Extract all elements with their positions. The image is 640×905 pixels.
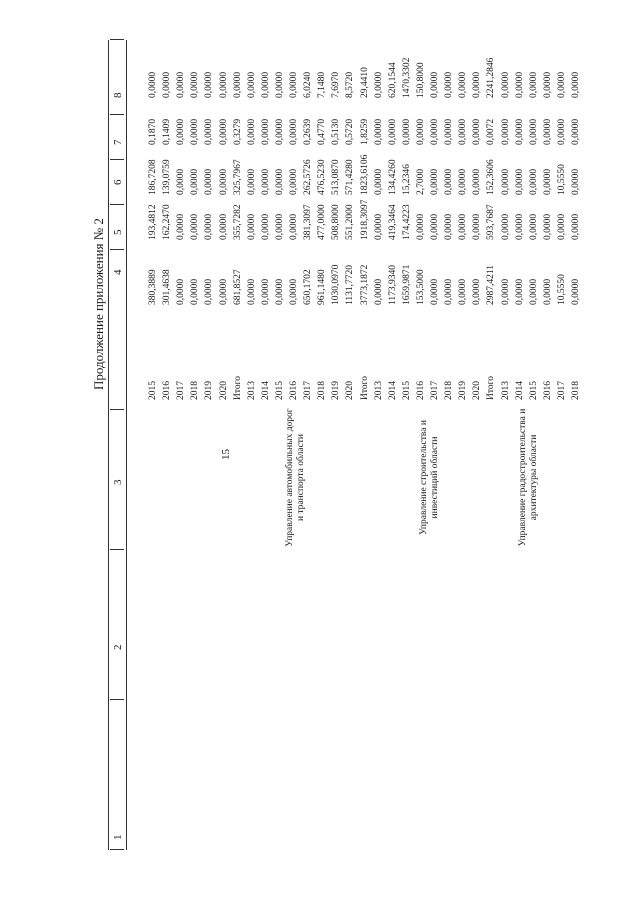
cell-col-4: 961,1480	[317, 269, 328, 305]
header-divider	[110, 549, 124, 550]
cell-col-6: 0,0000	[514, 168, 525, 195]
cell-col-7: 1,8259	[359, 118, 370, 145]
header-divider	[110, 114, 124, 115]
cell-col-6: 0,0000	[204, 168, 215, 195]
cell-col-5: 0,0000	[274, 213, 285, 240]
row-year: Итого	[232, 375, 243, 400]
cell-col-8: 0,0000	[373, 71, 384, 98]
cell-col-7: 0,0000	[542, 118, 553, 145]
row-year: 2020	[345, 381, 356, 400]
cell-col-6: 0,0000	[472, 168, 483, 195]
cell-col-7: 0,0000	[260, 118, 271, 145]
cell-col-8: 0,0000	[162, 71, 173, 98]
cell-col-4: 0,0000	[204, 278, 215, 305]
cell-col-8: 0,0000	[500, 71, 511, 98]
cell-col-6: 2,7000	[415, 168, 426, 195]
cell-col-7: 0,1409	[162, 118, 173, 145]
organization-name: Управление градостроительства и архитектуры области	[517, 408, 539, 547]
cell-col-5: 0,0000	[260, 213, 271, 240]
cell-col-6: 152,3606	[486, 159, 497, 195]
cell-col-7: 0,0000	[472, 118, 483, 145]
cell-col-8: 2241,2846	[486, 57, 497, 98]
cell-col-6: 0,0000	[246, 168, 257, 195]
cell-col-5: 381,3097	[303, 204, 314, 240]
cell-col-4: 0,0000	[260, 278, 271, 305]
cell-col-6: 0,0000	[274, 168, 285, 195]
cell-col-8: 7,1480	[317, 71, 328, 98]
cell-col-4: 0,0000	[373, 278, 384, 305]
cell-col-5: 162,2470	[162, 204, 173, 240]
cell-col-4: 3773,1872	[359, 264, 370, 305]
cell-col-6: 262,5726	[303, 159, 314, 195]
cell-col-5: 0,0000	[415, 213, 426, 240]
cell-col-4: 0,0000	[430, 278, 440, 305]
row-year: 2020	[472, 381, 483, 400]
cell-col-7: 0,0000	[176, 118, 187, 145]
row-year: 2015	[528, 381, 539, 400]
row-year: 2019	[204, 381, 215, 400]
row-year: 2018	[444, 381, 455, 400]
header-divider	[110, 849, 124, 850]
header-divider	[110, 699, 124, 700]
row-year: 2014	[514, 381, 525, 400]
cell-col-8: 8,5720	[345, 71, 356, 98]
cell-col-7: 0,0000	[571, 118, 581, 145]
cell-col-6: 0,0000	[430, 168, 440, 195]
cell-col-5: 593,7687	[486, 204, 497, 240]
cell-col-7: 0,0000	[514, 118, 525, 145]
cell-col-8: 0,0000	[204, 71, 215, 98]
cell-col-5: 174,4223	[401, 204, 412, 240]
cell-col-8: 0,0000	[472, 71, 483, 98]
cell-col-6: 0,0000	[289, 168, 299, 195]
row-year: 2016	[162, 381, 173, 400]
column-header-4: 4	[112, 269, 124, 275]
cell-col-6: 10,5550	[556, 164, 567, 195]
cell-col-7: 0,0000	[190, 118, 201, 145]
cell-col-4: 0,0000	[246, 278, 257, 305]
row-year: 2013	[500, 381, 511, 400]
cell-col-5: 0,0000	[204, 213, 215, 240]
cell-col-5: 0,0000	[514, 213, 525, 240]
cell-col-4: 0,0000	[458, 278, 469, 305]
row-year: Итого	[486, 375, 497, 400]
cell-col-7: 0,0000	[430, 118, 440, 145]
cell-col-5: 0,0000	[444, 213, 455, 240]
cell-col-4: 0,0000	[218, 278, 229, 305]
row-year: 2016	[289, 381, 299, 400]
cell-col-4: 0,0000	[289, 278, 299, 305]
header-divider	[110, 249, 124, 250]
cell-col-8: 150,8000	[415, 62, 426, 98]
cell-col-7: 0,0000	[556, 118, 567, 145]
cell-col-8: 0,0000	[571, 71, 581, 98]
cell-col-8: 0,0000	[274, 71, 285, 98]
cell-col-8: 7,6970	[331, 71, 342, 98]
cell-col-5: 0,0000	[246, 213, 257, 240]
cell-col-4: 650,1702	[303, 269, 314, 305]
cell-col-5: 419,3464	[387, 204, 398, 240]
cell-col-4: 1030,0970	[331, 264, 342, 305]
cell-col-4: 0,0000	[444, 278, 455, 305]
organization-name: Управление строительства и инвестиций области	[419, 420, 440, 535]
cell-col-7: 0,0000	[415, 118, 426, 145]
cell-col-4: 0,0000	[190, 278, 201, 305]
cell-col-4: 0,0000	[571, 278, 581, 305]
cell-col-6: 0,0000	[542, 168, 553, 195]
cell-col-8: 0,0000	[444, 71, 455, 98]
row-year: 2015	[274, 381, 285, 400]
row-year: 2013	[246, 381, 257, 400]
cell-col-5: 0,0000	[218, 213, 229, 240]
cell-col-8: 0,0000	[190, 71, 201, 98]
row-year: 2018	[571, 381, 581, 400]
cell-col-4: 0,0000	[472, 278, 483, 305]
cell-col-8: 0,0000	[260, 71, 271, 98]
cell-col-8: 620,1544	[387, 62, 398, 98]
cell-col-6: 0,0000	[500, 168, 511, 195]
row-year: 2017	[303, 381, 314, 400]
cell-col-7: 0,0072	[486, 118, 497, 145]
cell-col-4: 681,8527	[232, 269, 243, 305]
cell-col-5: 0,0000	[373, 213, 384, 240]
cell-col-5: 0,0000	[571, 213, 581, 240]
cell-col-5: 0,0000	[472, 213, 483, 240]
cell-col-6: 0,0000	[260, 168, 271, 195]
cell-col-7: 0,0000	[274, 118, 285, 145]
cell-col-6: 15,2346	[401, 164, 412, 195]
cell-col-8: 0,0000	[542, 71, 553, 98]
cell-col-6: 0,0000	[218, 168, 229, 195]
cell-col-4: 1659,9871	[401, 264, 412, 305]
cell-col-8: 1470,3302	[401, 57, 412, 98]
row-year: 2018	[190, 381, 201, 400]
cell-col-6: 0,0000	[190, 168, 201, 195]
cell-col-7: 0,0000	[204, 118, 215, 145]
row-year: 2014	[260, 381, 271, 400]
cell-col-7: 0,0000	[458, 118, 469, 145]
cell-col-4: 2987,4211	[486, 264, 497, 305]
cell-col-8: 0,0000	[232, 71, 243, 98]
cell-col-6: 325,7967	[232, 159, 243, 195]
cell-col-8: 0,0000	[218, 71, 229, 98]
cell-col-6: 0,0000	[571, 168, 581, 195]
row-year: 2017	[556, 381, 567, 400]
cell-col-8: 0,0000	[148, 71, 158, 98]
cell-col-6: 0,0000	[373, 168, 384, 195]
cell-col-4: 0,0000	[528, 278, 539, 305]
cell-col-6: 0,0000	[444, 168, 455, 195]
cell-col-8: 0,0000	[176, 71, 187, 98]
cell-col-8: 0,0000	[514, 71, 525, 98]
header-divider	[110, 39, 124, 40]
cell-col-6: 0,0000	[528, 168, 539, 195]
row-year: Итого	[359, 375, 370, 400]
cell-col-4: 380,3889	[148, 269, 158, 305]
row-year: 2017	[176, 381, 187, 400]
cell-col-5: 355,7282	[232, 204, 243, 240]
row-year: 2017	[430, 381, 440, 400]
cell-col-7: 0,0000	[444, 118, 455, 145]
row-year: 2014	[387, 381, 398, 400]
cell-col-8: 0,0000	[528, 71, 539, 98]
cell-col-8: 0,0000	[289, 71, 299, 98]
column-header-6: 6	[112, 179, 124, 185]
row-year: 2019	[331, 381, 342, 400]
header-divider	[110, 159, 124, 160]
cell-col-6: 134,4260	[387, 159, 398, 195]
cell-col-7: 0,1870	[148, 118, 158, 145]
cell-col-4: 1173,9340	[387, 264, 398, 305]
column-header-8: 8	[112, 92, 124, 98]
row-year: 2020	[218, 381, 229, 400]
cell-col-7: 0,2639	[303, 118, 314, 145]
cell-col-7: 0,3279	[232, 118, 243, 145]
cell-col-6: 186,7208	[148, 159, 158, 195]
cell-col-4: 10,5550	[556, 274, 567, 305]
column-header-7: 7	[112, 139, 124, 145]
cell-col-4: 0,0000	[274, 278, 285, 305]
cell-col-5: 1918,3097	[359, 199, 370, 240]
row-year: 2018	[317, 381, 328, 400]
cell-col-7: 0,0000	[387, 118, 398, 145]
column-header-3: 3	[112, 479, 124, 485]
cell-col-5: 477,0000	[317, 204, 328, 240]
cell-col-7: 0,0000	[218, 118, 229, 145]
cell-col-6: 0,0000	[458, 168, 469, 195]
header-rule	[108, 40, 109, 850]
cell-col-5: 0,0000	[458, 213, 469, 240]
cell-col-7: 0,0000	[401, 118, 412, 145]
row-year: 2015	[401, 381, 412, 400]
cell-col-8: 6,0240	[303, 71, 314, 98]
cell-col-5: 0,0000	[190, 213, 201, 240]
column-header-2: 2	[112, 644, 124, 650]
cell-col-8: 0,0000	[556, 71, 567, 98]
cell-col-5: 508,8000	[331, 204, 342, 240]
cell-col-5: 0,0000	[430, 213, 440, 240]
column-header-1: 1	[112, 834, 124, 840]
cell-col-6: 571,4280	[345, 159, 356, 195]
cell-col-7: 0,0000	[373, 118, 384, 145]
cell-col-5: 0,0000	[289, 213, 299, 240]
cell-col-6: 476,5230	[317, 159, 328, 195]
cell-col-7: 0,0000	[246, 118, 257, 145]
cell-col-7: 0,0000	[289, 118, 299, 145]
cell-col-4: 1131,7720	[345, 264, 356, 305]
cell-col-7: 0,4770	[317, 118, 328, 145]
row-year: 2013	[373, 381, 384, 400]
cell-col-6: 1823,6106	[359, 154, 370, 195]
header-divider	[110, 409, 124, 410]
cell-col-4: 0,0000	[514, 278, 525, 305]
row-year: 2015	[148, 381, 158, 400]
cell-col-6: 513,0870	[331, 159, 342, 195]
cell-col-4: 301,4638	[162, 269, 173, 305]
cell-col-8: 29,4410	[359, 67, 370, 98]
row-year: 2019	[458, 381, 469, 400]
cell-col-6: 139,0759	[162, 159, 173, 195]
cell-col-5: 193,4812	[148, 204, 158, 240]
cell-col-7: 0,5130	[331, 118, 342, 145]
cell-col-5: 0,0000	[500, 213, 511, 240]
cell-col-4: 0,0000	[542, 278, 553, 305]
row-year: 2016	[415, 381, 426, 400]
page-title: Продолжение приложения № 2	[91, 218, 106, 390]
page-number: 15	[220, 449, 232, 460]
cell-col-5: 0,0000	[528, 213, 539, 240]
header-divider	[110, 204, 124, 205]
cell-col-6: 0,0000	[176, 168, 187, 195]
cell-col-5: 551,2000	[345, 204, 356, 240]
cell-col-4: 0,0000	[500, 278, 511, 305]
cell-col-8: 0,0000	[246, 71, 257, 98]
cell-col-5: 0,0000	[556, 213, 567, 240]
cell-col-7: 0,5720	[345, 118, 356, 145]
cell-col-4: 0,0000	[176, 278, 187, 305]
header-rule	[126, 40, 127, 850]
cell-col-8: 0,0000	[458, 71, 469, 98]
rotated-table	[90, 40, 581, 850]
cell-col-7: 0,0000	[528, 118, 539, 145]
cell-col-7: 0,0000	[500, 118, 511, 145]
cell-col-8: 0,0000	[430, 71, 440, 98]
row-year: 2016	[542, 381, 553, 400]
cell-col-5: 0,0000	[542, 213, 553, 240]
cell-col-4: 153,5000	[415, 269, 426, 305]
column-header-5: 5	[112, 229, 124, 235]
organization-name: Управление автомобильных дорог и транспорта области	[285, 408, 307, 547]
cell-col-5: 0,0000	[176, 213, 187, 240]
